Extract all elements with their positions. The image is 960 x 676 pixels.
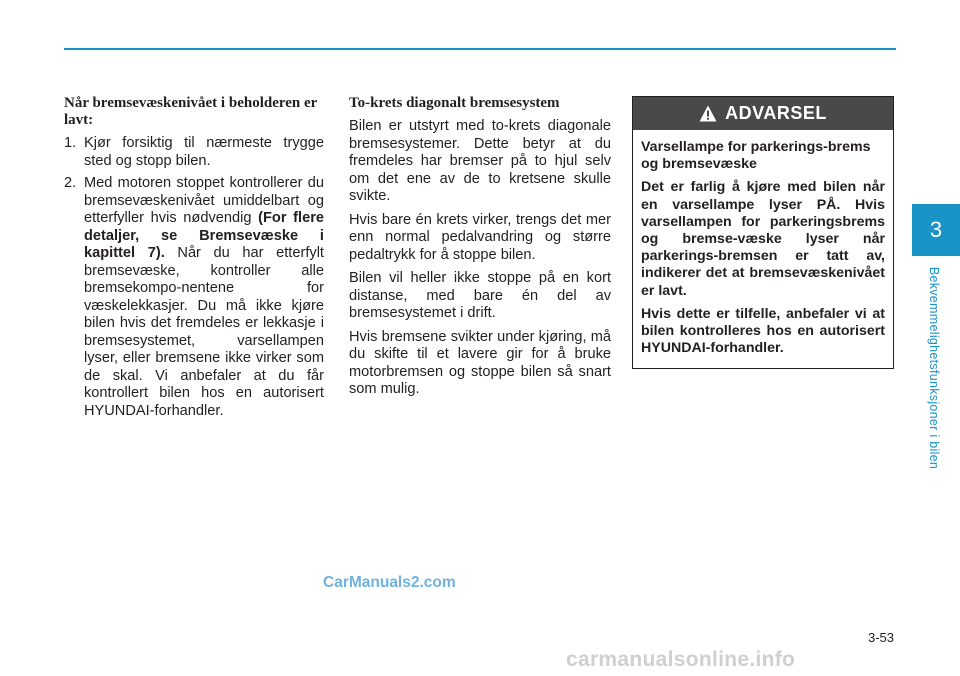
list-item [64, 135, 324, 170]
watermark-carmanuals2[interactable]: CarManuals2.com [323, 574, 456, 591]
section-heading-diagonal-system: To-krets diagonalt bremsesystem [349, 95, 560, 111]
chapter-tab: 3 [912, 204, 960, 256]
warning-title: Varsellampe for parkerings-brems og bremsevæske [641, 139, 871, 173]
watermark-carmanualsonline[interactable]: carmanualsonline.info [566, 648, 796, 671]
warning-paragraph: Hvis dette er tilfelle, anbefaler vi at bilen kontrolleres hos en autorisert HYUNDAI-forhandler. [641, 305, 885, 357]
section-heading-low-fluid: Når bremsevæskenivået i beholderen er lavt: [64, 95, 318, 128]
step-reference: (For flere detaljer, se Bremsevæske i kapittel 7). [84, 210, 324, 261]
chapter-title: Bekvemmelighetsfunksjoner i bilen [927, 266, 941, 470]
warning-header [633, 97, 893, 130]
paragraph: Hvis bremsene svikter under kjøring, må du skifte til et lavere gir for å bruke motorbremsen og stoppe bilen så snart som mulig. [349, 328, 611, 397]
warning-box [632, 96, 894, 369]
steps-list [64, 135, 324, 420]
paragraph: Bilen er utstyrt med to-krets diagonale bremsesystemer. Dette betyr at du fremdeles har bremser på to hjul selv om det ene av de to kretsene skulle svikte. [349, 118, 611, 204]
list-item [64, 175, 324, 420]
warning-label: ADVARSEL [725, 103, 827, 123]
step-number: 2. [64, 175, 77, 191]
warning-paragraph: Det er farlig å kjøre med bilen når en varsellampe lyser PÅ. Hvis varsellampen for parkeringsbrems og bremse-væske lyser når parkerings-bremsen er tatt av, indikerer det at bremsevæskenivået er lavt. [641, 179, 885, 299]
step-text-continued: Når du har etterfylt bremsevæske, kontroller alle bremsekompo-nentene for væskelekkasjer. Du må ikke kjøre bilen hvis det fremdeles er lekkasje i bremsesystemet, varsellampen lyser, eller bremsene ikke virker som de skal. Vi anbefaler at du får kontrollert bilen hos en autorisert HYUNDAI-forhandler. [84, 245, 324, 419]
left-column [64, 95, 324, 425]
step-number: 1. [64, 135, 77, 151]
top-rule [64, 48, 896, 50]
paragraph: Bilen vil heller ikke stoppe på en kort distanse, med bare én del av bremsesystemet i drift. [349, 270, 611, 321]
paragraph: Hvis bare én krets virker, trengs det mer enn normal pedalvandring og større pedaltrykk for å stoppe bilen. [349, 211, 611, 263]
warning-triangle-icon [699, 105, 717, 122]
step-text: Kjør forsiktig til nærmeste trygge sted og stopp bilen. [84, 135, 324, 169]
warning-body [633, 130, 893, 357]
middle-column [349, 95, 611, 405]
step-text: Med motoren stoppet kontrollerer du bremsevæskenivået umiddelbart og etterfyller hvis nødvendig [84, 175, 324, 226]
page-number: 3-53 [867, 630, 894, 645]
